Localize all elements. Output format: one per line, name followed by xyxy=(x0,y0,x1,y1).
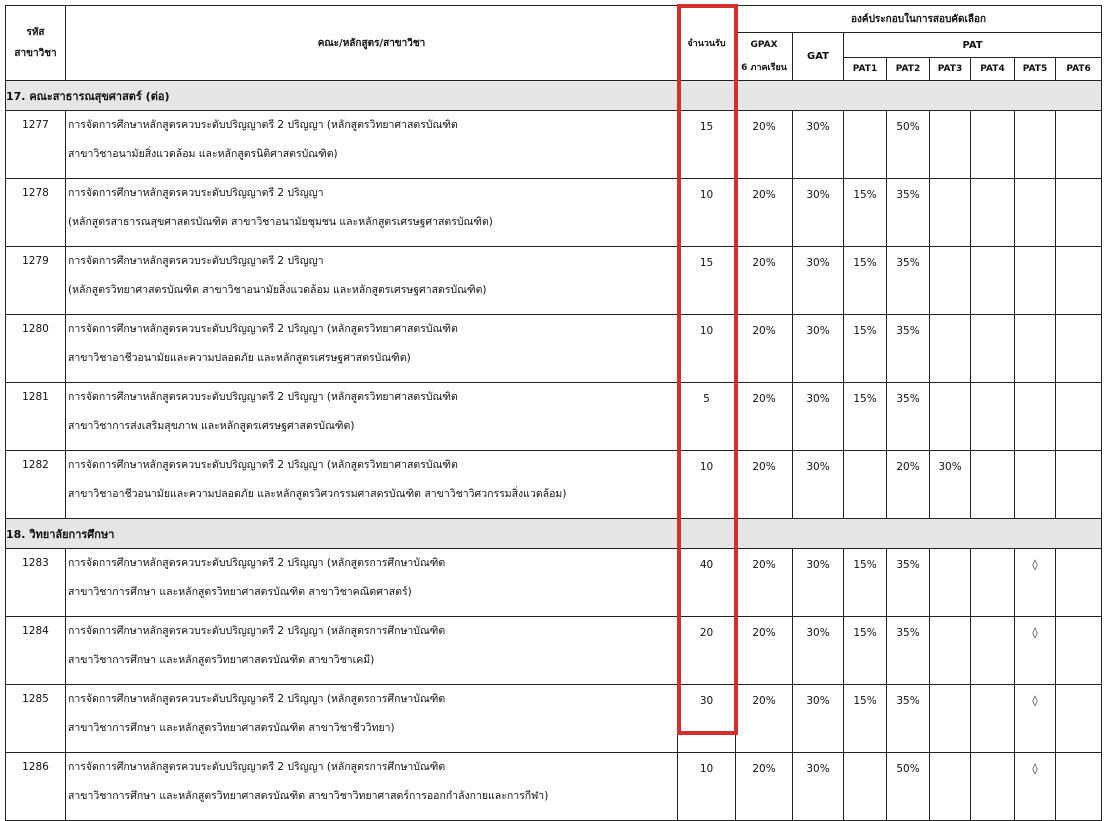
pat3-header: PAT3 xyxy=(930,58,971,81)
pat6-value xyxy=(1056,247,1102,315)
pat5-value xyxy=(1015,315,1056,383)
section-title: 18. วิทยาลัยการศึกษา xyxy=(6,519,1102,549)
pat6-value xyxy=(1056,753,1102,821)
program-name xyxy=(66,315,678,383)
program-code: 1279 xyxy=(6,247,66,315)
gpax-value: 20% xyxy=(736,111,793,179)
table-row xyxy=(6,549,1102,617)
pat-header: PAT xyxy=(844,33,1102,58)
program-name-line1: การจัดการศึกษาหลักสูตรควบระดับปริญญาตรี 2 ปริญญา (หลักสูตรการศึกษาบัณฑิต xyxy=(68,693,446,705)
program-code: 1277 xyxy=(6,111,66,179)
table-row xyxy=(6,617,1102,685)
pat4-value xyxy=(971,315,1015,383)
program-name-line1: การจัดการศึกษาหลักสูตรควบระดับปริญญาตรี 2 ปริญญา (หลักสูตรการศึกษาบัณฑิต xyxy=(68,557,446,569)
program-name-line1: การจัดการศึกษาหลักสูตรควบระดับปริญญาตรี 2 ปริญญา (หลักสูตรวิทยาศาสตรบัณฑิต xyxy=(68,459,458,471)
gpax-value: 20% xyxy=(736,549,793,617)
pat1-value: 15% xyxy=(844,549,887,617)
pat2-value: 20% xyxy=(887,451,930,519)
pat3-value xyxy=(930,685,971,753)
pat6-value xyxy=(1056,549,1102,617)
pat3-value xyxy=(930,315,971,383)
gat-value: 30% xyxy=(793,247,844,315)
pat2-value: 35% xyxy=(887,315,930,383)
program-name xyxy=(66,451,678,519)
gat-value: 30% xyxy=(793,315,844,383)
table-row xyxy=(6,753,1102,821)
gpax-header: GPAX 6 ภาคเรียน xyxy=(736,33,793,81)
gat-value: 30% xyxy=(793,549,844,617)
program-name xyxy=(66,617,678,685)
seats-value: 15 xyxy=(678,247,736,315)
gat-value: 30% xyxy=(793,383,844,451)
pat1-header: PAT1 xyxy=(844,58,887,81)
section-row xyxy=(6,519,1102,549)
gat-value: 30% xyxy=(793,753,844,821)
pat3-value xyxy=(930,549,971,617)
pat4-value xyxy=(971,617,1015,685)
pat4-value xyxy=(971,685,1015,753)
gat-value: 30% xyxy=(793,617,844,685)
program-name-line2: สาขาวิชาการศึกษา และหลักสูตรวิทยาศาสตรบัณฑิต สาขาวิชาวิทยาศาสตร์การออกกำลังกายและการกีฬา) xyxy=(68,790,549,802)
gpax-value: 20% xyxy=(736,617,793,685)
pat1-value: 15% xyxy=(844,247,887,315)
section-title: 17. คณะสาธารณสุขศาสตร์ (ต่อ) xyxy=(6,81,1102,111)
pat5-value xyxy=(1015,111,1056,179)
seats-value: 10 xyxy=(678,179,736,247)
pat6-value xyxy=(1056,451,1102,519)
pat4-header: PAT4 xyxy=(971,58,1015,81)
table-row xyxy=(6,383,1102,451)
pat5-value: ◊ xyxy=(1015,617,1056,685)
pat4-value xyxy=(971,111,1015,179)
program-code: 1283 xyxy=(6,549,66,617)
program-code: 1282 xyxy=(6,451,66,519)
table-row xyxy=(6,451,1102,519)
selection-components-header: องค์ประกอบในการสอบคัดเลือก xyxy=(736,6,1102,33)
gpax-value: 20% xyxy=(736,179,793,247)
program-name-line2: สาขาวิชาอนามัยสิ่งแวดล้อม และหลักสูตรนิติศาสตรบัณฑิต) xyxy=(68,148,338,160)
program-name-line2: (หลักสูตรสาธารณสุขศาสตรบัณฑิต สาขาวิชาอนามัยชุมชน และหลักสูตรเศรษฐศาสตรบัณฑิต) xyxy=(68,216,493,228)
gat-value: 30% xyxy=(793,685,844,753)
program-name-line1: การจัดการศึกษาหลักสูตรควบระดับปริญญาตรี 2 ปริญญา xyxy=(68,187,324,199)
table-row xyxy=(6,685,1102,753)
program-name-line1: การจัดการศึกษาหลักสูตรควบระดับปริญญาตรี 2 ปริญญา (หลักสูตรวิทยาศาสตรบัณฑิต xyxy=(68,323,458,335)
gat-value: 30% xyxy=(793,111,844,179)
program-code: 1284 xyxy=(6,617,66,685)
pat1-value xyxy=(844,451,887,519)
gpax-value: 20% xyxy=(736,753,793,821)
program-name-line1: การจัดการศึกษาหลักสูตรควบระดับปริญญาตรี 2 ปริญญา (หลักสูตรการศึกษาบัณฑิต xyxy=(68,625,446,637)
seats-value: 40 xyxy=(678,549,736,617)
program-name xyxy=(66,685,678,753)
pat1-value: 15% xyxy=(844,315,887,383)
pat6-value xyxy=(1056,179,1102,247)
pat3-value xyxy=(930,247,971,315)
pat2-value: 50% xyxy=(887,111,930,179)
pat3-value xyxy=(930,617,971,685)
pat6-value xyxy=(1056,111,1102,179)
pat6-value xyxy=(1056,685,1102,753)
program-name-line2: สาขาวิชาการศึกษา และหลักสูตรวิทยาศาสตรบัณฑิต สาขาวิชาชีววิทยา) xyxy=(68,722,395,734)
program-name xyxy=(66,111,678,179)
pat1-value: 15% xyxy=(844,383,887,451)
pat2-value: 35% xyxy=(887,617,930,685)
section-row xyxy=(6,81,1102,111)
pat6-value xyxy=(1056,315,1102,383)
pat3-value xyxy=(930,753,971,821)
pat3-value xyxy=(930,179,971,247)
program-code: 1286 xyxy=(6,753,66,821)
program-name-line2: สาขาวิชาการศึกษา และหลักสูตรวิทยาศาสตรบัณฑิต สาขาวิชาเคมี) xyxy=(68,654,375,666)
pat5-value xyxy=(1015,451,1056,519)
seats-value: 10 xyxy=(678,451,736,519)
pat5-value xyxy=(1015,179,1056,247)
pat6-value xyxy=(1056,617,1102,685)
seats-value: 10 xyxy=(678,753,736,821)
pat5-value: ◊ xyxy=(1015,753,1056,821)
program-code: 1285 xyxy=(6,685,66,753)
program-name-line1: การจัดการศึกษาหลักสูตรควบระดับปริญญาตรี 2 ปริญญา (หลักสูตรวิทยาศาสตรบัณฑิต xyxy=(68,391,458,403)
program-name-line2: สาขาวิชาการส่งเสริมสุขภาพ และหลักสูตรเศรษฐศาสตรบัณฑิต) xyxy=(68,420,355,432)
gpax-value: 20% xyxy=(736,685,793,753)
pat3-value xyxy=(930,111,971,179)
program-code: 1280 xyxy=(6,315,66,383)
pat2-value: 35% xyxy=(887,549,930,617)
program-code: 1281 xyxy=(6,383,66,451)
table-row xyxy=(6,315,1102,383)
code-header: รหัส สาขาวิชา xyxy=(6,6,66,81)
program-name-line2: (หลักสูตรวิทยาศาสตรบัณฑิต สาขาวิชาอนามัยสิ่งแวดล้อม และหลักสูตรเศรษฐศาสตรบัณฑิต) xyxy=(68,284,487,296)
seats-value: 20 xyxy=(678,617,736,685)
table-body xyxy=(6,81,1102,821)
pat2-value: 35% xyxy=(887,383,930,451)
program-name-line2: สาขาวิชาการศึกษา และหลักสูตรวิทยาศาสตรบัณฑิต สาขาวิชาคณิตศาสตร์) xyxy=(68,586,412,598)
seats-value: 15 xyxy=(678,111,736,179)
program-name-line1: การจัดการศึกษาหลักสูตรควบระดับปริญญาตรี 2 ปริญญา (หลักสูตรการศึกษาบัณฑิต xyxy=(68,761,446,773)
program-name-line1: การจัดการศึกษาหลักสูตรควบระดับปริญญาตรี 2 ปริญญา xyxy=(68,255,324,267)
pat5-header: PAT5 xyxy=(1015,58,1056,81)
program-code: 1278 xyxy=(6,179,66,247)
pat1-value xyxy=(844,753,887,821)
pat5-value: ◊ xyxy=(1015,685,1056,753)
program-name-line2: สาขาวิชาอาชีวอนามัยและความปลอดภัย และหลักสูตรเศรษฐศาสตรบัณฑิต) xyxy=(68,352,411,364)
pat4-value xyxy=(971,753,1015,821)
program-header: คณะ/หลักสูตร/สาขาวิชา xyxy=(66,6,678,81)
gat-value: 30% xyxy=(793,179,844,247)
pat6-value xyxy=(1056,383,1102,451)
table-row xyxy=(6,247,1102,315)
seats-value: 30 xyxy=(678,685,736,753)
pat4-value xyxy=(971,549,1015,617)
pat2-header: PAT2 xyxy=(887,58,930,81)
program-name xyxy=(66,247,678,315)
gat-value: 30% xyxy=(793,451,844,519)
gpax-value: 20% xyxy=(736,451,793,519)
pat1-value: 15% xyxy=(844,617,887,685)
pat3-value xyxy=(930,383,971,451)
pat3-value: 30% xyxy=(930,451,971,519)
pat2-value: 35% xyxy=(887,179,930,247)
program-name xyxy=(66,549,678,617)
table-row xyxy=(6,111,1102,179)
pat4-value xyxy=(971,451,1015,519)
pat1-value xyxy=(844,111,887,179)
pat4-value xyxy=(971,179,1015,247)
pat2-value: 35% xyxy=(887,685,930,753)
gat-header: GAT xyxy=(793,33,844,81)
pat1-value: 15% xyxy=(844,685,887,753)
admission-table xyxy=(5,5,1102,821)
pat4-value xyxy=(971,247,1015,315)
program-name xyxy=(66,753,678,821)
pat1-value: 15% xyxy=(844,179,887,247)
program-name xyxy=(66,383,678,451)
table-row xyxy=(6,179,1102,247)
pat2-value: 50% xyxy=(887,753,930,821)
pat5-value xyxy=(1015,383,1056,451)
gpax-value: 20% xyxy=(736,247,793,315)
program-name xyxy=(66,179,678,247)
seats-value: 10 xyxy=(678,315,736,383)
pat4-value xyxy=(971,383,1015,451)
pat5-value xyxy=(1015,247,1056,315)
pat5-value: ◊ xyxy=(1015,549,1056,617)
gpax-value: 20% xyxy=(736,383,793,451)
program-name-line1: การจัดการศึกษาหลักสูตรควบระดับปริญญาตรี 2 ปริญญา (หลักสูตรวิทยาศาสตรบัณฑิต xyxy=(68,119,458,131)
seats-value: 5 xyxy=(678,383,736,451)
pat6-header: PAT6 xyxy=(1056,58,1102,81)
pat2-value: 35% xyxy=(887,247,930,315)
seats-header: จำนวนรับ xyxy=(678,6,736,81)
gpax-value: 20% xyxy=(736,315,793,383)
program-name-line2: สาขาวิชาอาชีวอนามัยและความปลอดภัย และหลักสูตรวิศวกรรมศาสตรบัณฑิต สาขาวิชาวิศวกรรมสิ่งแวดล้อม) xyxy=(68,488,567,500)
